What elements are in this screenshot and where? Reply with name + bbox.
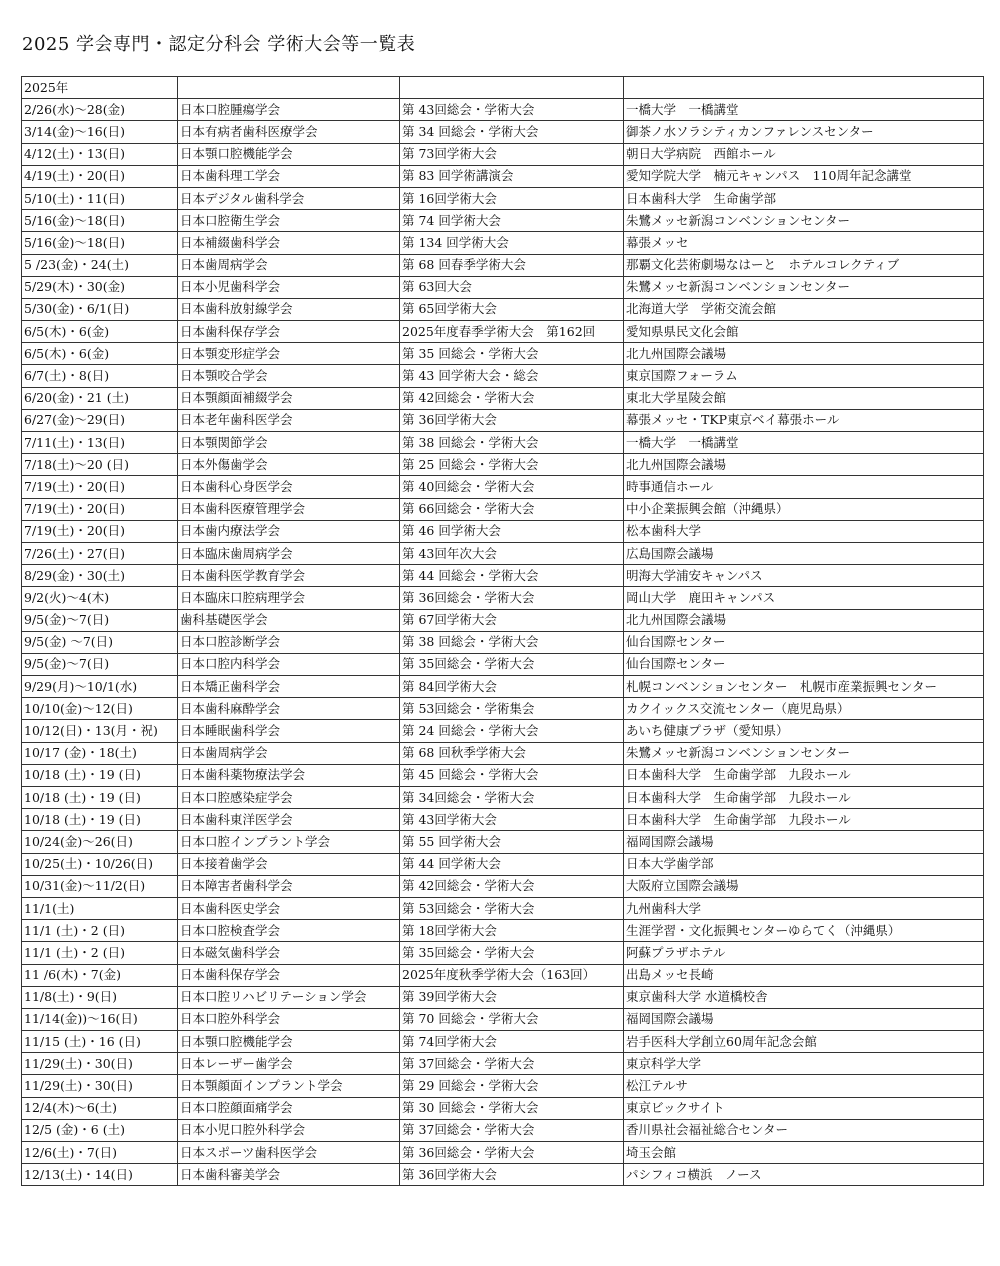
venue-cell: 明海大学浦安キャンパス	[624, 565, 984, 587]
venue-cell: 大阪府立国際会議場	[624, 875, 984, 897]
society-name-cell: 日本口腔診断学会	[178, 631, 400, 653]
table-row	[22, 853, 984, 875]
society-name-cell: 日本口腔外科学会	[178, 1008, 400, 1030]
event-date-cell: 4/12(土)・13(日)	[22, 143, 178, 165]
event-date-cell: 2/26(水)〜28(金)	[22, 99, 178, 121]
venue-cell: 時事通信ホール	[624, 476, 984, 498]
venue-cell: 幕張メッセ	[624, 232, 984, 254]
meeting-name-cell: 第 30 回総会・学術大会	[400, 1097, 624, 1119]
venue-cell: パシフィコ横浜 ノース	[624, 1164, 984, 1186]
meeting-name-cell: 第 55 回学術大会	[400, 831, 624, 853]
society-name-cell: 日本歯科薬物療法学会	[178, 764, 400, 786]
event-date-cell: 11/29(土)・30(日)	[22, 1053, 178, 1075]
society-name-cell: 日本歯科放射線学会	[178, 298, 400, 320]
event-date-cell: 5 /23(金)・24(土)	[22, 254, 178, 276]
event-date-cell: 7/11(土)・13(日)	[22, 432, 178, 454]
society-name-cell: 日本顎関節学会	[178, 432, 400, 454]
venue-cell: 東京科学大学	[624, 1053, 984, 1075]
venue-cell: 松本歯科大学	[624, 520, 984, 542]
venue-cell: 福岡国際会議場	[624, 831, 984, 853]
society-name-cell: 日本歯科理工学会	[178, 165, 400, 187]
table-row	[22, 1008, 984, 1030]
event-date-cell: 11/1 (土)・2 (日)	[22, 942, 178, 964]
table-row	[22, 875, 984, 897]
table-row	[22, 165, 984, 187]
meeting-name-cell: 第 24 回総会・学術大会	[400, 720, 624, 742]
society-name-cell: 日本小児歯科学会	[178, 276, 400, 298]
venue-cell: 東京ビックサイト	[624, 1097, 984, 1119]
table-row	[22, 587, 984, 609]
venue-cell: 札幌コンベンションセンター 札幌市産業振興センター	[624, 676, 984, 698]
table-row	[22, 454, 984, 476]
table-row	[22, 1164, 984, 1186]
event-date-cell: 4/19(土)・20(日)	[22, 165, 178, 187]
meeting-name-cell: 第 73回学術大会	[400, 143, 624, 165]
event-date-cell: 5/30(金)・6/1(日)	[22, 298, 178, 320]
meeting-name-cell: 第 63回大会	[400, 276, 624, 298]
meeting-name-cell: 第 39回学術大会	[400, 986, 624, 1008]
event-date-cell: 10/25(土)・10/26(日)	[22, 853, 178, 875]
venue-cell: 岩手医科大学創立60周年記念会館	[624, 1031, 984, 1053]
event-date-cell: 10/17 (金)・18(土)	[22, 742, 178, 764]
society-name-cell: 日本臨床歯周病学会	[178, 542, 400, 564]
event-date-cell: 10/18 (土)・19 (日)	[22, 787, 178, 809]
schedule-table	[21, 76, 984, 1186]
table-row	[22, 742, 984, 764]
table-row	[22, 787, 984, 809]
table-row	[22, 542, 984, 564]
venue-cell: 朝日大学病院 西館ホール	[624, 143, 984, 165]
venue-cell: 愛知県県民文化会館	[624, 321, 984, 343]
venue-cell: 日本大学歯学部	[624, 853, 984, 875]
society-name-cell: 日本顎顔面補綴学会	[178, 387, 400, 409]
society-name-cell: 日本口腔感染症学会	[178, 787, 400, 809]
table-row	[22, 720, 984, 742]
society-name-cell: 日本臨床口腔病理学会	[178, 587, 400, 609]
meeting-name-cell: 第 37回総会・学術大会	[400, 1119, 624, 1141]
venue-cell: 北九州国際会議場	[624, 454, 984, 476]
event-date-cell: 9/5(金)〜7(日)	[22, 609, 178, 631]
meeting-name-cell: 第 38 回総会・学術大会	[400, 432, 624, 454]
event-date-cell: 8/29(金)・30(土)	[22, 565, 178, 587]
venue-cell: 出島メッセ長崎	[624, 964, 984, 986]
meeting-name-cell: 第 66回総会・学術大会	[400, 498, 624, 520]
society-name-cell: 日本接着歯学会	[178, 853, 400, 875]
year-label: 2025年	[22, 77, 178, 99]
meeting-name-cell: 第 74 回学術大会	[400, 210, 624, 232]
empty-header-cell	[624, 77, 984, 99]
table-row	[22, 143, 984, 165]
society-name-cell: 日本口腔インプラント学会	[178, 831, 400, 853]
event-date-cell: 5/16(金)〜18(日)	[22, 210, 178, 232]
event-date-cell: 10/18 (土)・19 (日)	[22, 809, 178, 831]
society-name-cell: 日本老年歯科医学会	[178, 409, 400, 431]
meeting-name-cell: 第 65回学術大会	[400, 298, 624, 320]
venue-cell: 北九州国際会議場	[624, 609, 984, 631]
table-row	[22, 1053, 984, 1075]
table-row	[22, 99, 984, 121]
meeting-name-cell: 第 46 回学術大会	[400, 520, 624, 542]
table-row	[22, 964, 984, 986]
event-date-cell: 11/14(金))〜16(日)	[22, 1008, 178, 1030]
meeting-name-cell: 2025年度秋季学術大会（163回）	[400, 964, 624, 986]
venue-cell: 阿蘇プラザホテル	[624, 942, 984, 964]
venue-cell: 日本歯科大学 生命歯学部 九段ホール	[624, 764, 984, 786]
schedule-table-body	[22, 77, 984, 1186]
society-name-cell: 日本歯科東洋医学会	[178, 809, 400, 831]
meeting-name-cell: 第 40回総会・学術大会	[400, 476, 624, 498]
society-name-cell: 日本歯科麻酔学会	[178, 698, 400, 720]
event-date-cell: 9/5(金)〜7(日)	[22, 653, 178, 675]
venue-cell: 仙台国際センター	[624, 653, 984, 675]
meeting-name-cell: 第 53回総会・学術集会	[400, 698, 624, 720]
event-date-cell: 11/1 (土)・2 (日)	[22, 920, 178, 942]
meeting-name-cell: 第 42回総会・学術大会	[400, 387, 624, 409]
venue-cell: 御茶ノ水ソラシティカンファレンスセンター	[624, 121, 984, 143]
event-date-cell: 7/26(土)・27(日)	[22, 542, 178, 564]
table-row	[22, 631, 984, 653]
table-row	[22, 387, 984, 409]
society-name-cell: 日本顎咬合学会	[178, 365, 400, 387]
meeting-name-cell: 第 35回総会・学術大会	[400, 942, 624, 964]
society-name-cell: 日本矯正歯科学会	[178, 676, 400, 698]
event-date-cell: 6/5(木)・6(金)	[22, 321, 178, 343]
venue-cell: 北海道大学 学術交流会館	[624, 298, 984, 320]
meeting-name-cell: 第 44 回学術大会	[400, 853, 624, 875]
event-date-cell: 10/10(金)〜12(日)	[22, 698, 178, 720]
society-name-cell: 日本障害者歯科学会	[178, 875, 400, 897]
event-date-cell: 10/12(日)・13(月・祝)	[22, 720, 178, 742]
table-row	[22, 276, 984, 298]
table-row	[22, 298, 984, 320]
table-row	[22, 365, 984, 387]
empty-header-cell	[178, 77, 400, 99]
society-name-cell: 日本補綴歯科学会	[178, 232, 400, 254]
event-date-cell: 7/19(土)・20(日)	[22, 498, 178, 520]
meeting-name-cell: 第 35 回総会・学術大会	[400, 343, 624, 365]
venue-cell: 生涯学習・文化振興センターゆらてく（沖縄県）	[624, 920, 984, 942]
event-date-cell: 11/8(土)・9(日)	[22, 986, 178, 1008]
table-row	[22, 764, 984, 786]
table-row	[22, 432, 984, 454]
society-name-cell: 日本歯周病学会	[178, 742, 400, 764]
table-row	[22, 254, 984, 276]
venue-cell: 東京国際フォーラム	[624, 365, 984, 387]
meeting-name-cell: 第 134 回学術大会	[400, 232, 624, 254]
table-row	[22, 1119, 984, 1141]
table-row	[22, 476, 984, 498]
meeting-name-cell: 第 16回学術大会	[400, 187, 624, 209]
meeting-name-cell: 第 44 回総会・学術大会	[400, 565, 624, 587]
society-name-cell: 日本有病者歯科医療学会	[178, 121, 400, 143]
meeting-name-cell: 第 45 回総会・学術大会	[400, 764, 624, 786]
event-date-cell: 6/27(金)〜29(日)	[22, 409, 178, 431]
venue-cell: 日本歯科大学 生命歯学部 九段ホール	[624, 809, 984, 831]
table-row	[22, 1097, 984, 1119]
venue-cell: 九州歯科大学	[624, 897, 984, 919]
venue-cell: 一橋大学 一橋講堂	[624, 432, 984, 454]
society-name-cell: 日本睡眠歯科学会	[178, 720, 400, 742]
society-name-cell: 日本歯周病学会	[178, 254, 400, 276]
meeting-name-cell: 第 18回学術大会	[400, 920, 624, 942]
venue-cell: あいち健康プラザ（愛知県）	[624, 720, 984, 742]
society-name-cell: 日本歯科医史学会	[178, 897, 400, 919]
event-date-cell: 11/1(土)	[22, 897, 178, 919]
event-date-cell: 7/19(土)・20(日)	[22, 476, 178, 498]
table-row	[22, 897, 984, 919]
event-date-cell: 11/29(土)・30(日)	[22, 1075, 178, 1097]
meeting-name-cell: 第 35回総会・学術大会	[400, 653, 624, 675]
event-date-cell: 12/13(土)・14(日)	[22, 1164, 178, 1186]
table-row	[22, 498, 984, 520]
meeting-name-cell: 第 36回学術大会	[400, 409, 624, 431]
venue-cell: 広島国際会議場	[624, 542, 984, 564]
meeting-name-cell: 第 34 回総会・学術大会	[400, 121, 624, 143]
table-row	[22, 942, 984, 964]
event-date-cell: 7/18(土)〜20 (日)	[22, 454, 178, 476]
meeting-name-cell: 第 83 回学術講演会	[400, 165, 624, 187]
venue-cell: 朱鷺メッセ新潟コンベンションセンター	[624, 210, 984, 232]
event-date-cell: 12/6(土)・7(日)	[22, 1142, 178, 1164]
society-name-cell: 日本デジタル歯科学会	[178, 187, 400, 209]
event-date-cell: 10/18 (土)・19 (日)	[22, 764, 178, 786]
meeting-name-cell: 第 34回総会・学術大会	[400, 787, 624, 809]
society-name-cell: 日本スポーツ歯科医学会	[178, 1142, 400, 1164]
page-title: 2025 学会専門・認定分科会 学術大会等一覧表	[22, 34, 416, 55]
venue-cell: 那覇文化芸術劇場なはーと ホテルコレクティブ	[624, 254, 984, 276]
society-name-cell: 歯科基礎医学会	[178, 609, 400, 631]
venue-cell: 東北大学星陵会館	[624, 387, 984, 409]
society-name-cell: 日本歯内療法学会	[178, 520, 400, 542]
event-date-cell: 12/5 (金)・6 (土)	[22, 1119, 178, 1141]
venue-cell: 幕張メッセ・TKP東京ベイ幕張ホール	[624, 409, 984, 431]
meeting-name-cell: 第 29 回総会・学術大会	[400, 1075, 624, 1097]
meeting-name-cell: 第 68 回春季学術大会	[400, 254, 624, 276]
table-row	[22, 831, 984, 853]
venue-cell: 朱鷺メッセ新潟コンベンションセンター	[624, 742, 984, 764]
event-date-cell: 5/29(木)・30(金)	[22, 276, 178, 298]
venue-cell: 福岡国際会議場	[624, 1008, 984, 1030]
society-name-cell: 日本口腔内科学会	[178, 653, 400, 675]
table-row	[22, 409, 984, 431]
society-name-cell: 日本歯科保存学会	[178, 321, 400, 343]
table-row	[22, 920, 984, 942]
venue-cell: 日本歯科大学 生命歯学部 九段ホール	[624, 787, 984, 809]
venue-cell: 愛知学院大学 楠元キャンパス 110周年記念講堂	[624, 165, 984, 187]
society-name-cell: 日本顎顔面インプラント学会	[178, 1075, 400, 1097]
table-row	[22, 232, 984, 254]
meeting-name-cell: 第 67回学術大会	[400, 609, 624, 631]
event-date-cell: 6/7(土)・8(日)	[22, 365, 178, 387]
society-name-cell: 日本口腔リハビリテーション学会	[178, 986, 400, 1008]
society-name-cell: 日本歯科心身医学会	[178, 476, 400, 498]
table-row	[22, 698, 984, 720]
meeting-name-cell: 第 68 回秋季学術大会	[400, 742, 624, 764]
society-name-cell: 日本顎口腔機能学会	[178, 1031, 400, 1053]
society-name-cell: 日本口腔腫瘍学会	[178, 99, 400, 121]
venue-cell: 東京歯科大学 水道橋校舎	[624, 986, 984, 1008]
table-row	[22, 1075, 984, 1097]
society-name-cell: 日本口腔検査学会	[178, 920, 400, 942]
venue-cell: 北九州国際会議場	[624, 343, 984, 365]
year-header-row	[22, 77, 984, 99]
table-row	[22, 565, 984, 587]
meeting-name-cell: 第 42回総会・学術大会	[400, 875, 624, 897]
event-date-cell: 5/10(土)・11(日)	[22, 187, 178, 209]
venue-cell: 岡山大学 鹿田キャンパス	[624, 587, 984, 609]
meeting-name-cell: 第 43回年次大会	[400, 542, 624, 564]
meeting-name-cell: 2025年度春季学術大会 第162回	[400, 321, 624, 343]
venue-cell: カクイックス交流センター（鹿児島県）	[624, 698, 984, 720]
event-date-cell: 5/16(金)〜18(日)	[22, 232, 178, 254]
meeting-name-cell: 第 74回学術大会	[400, 1031, 624, 1053]
meeting-name-cell: 第 43 回学術大会・総会	[400, 365, 624, 387]
venue-cell: 仙台国際センター	[624, 631, 984, 653]
society-name-cell: 日本口腔顔面痛学会	[178, 1097, 400, 1119]
empty-header-cell	[400, 77, 624, 99]
society-name-cell: 日本小児口腔外科学会	[178, 1119, 400, 1141]
society-name-cell: 日本歯科医療管理学会	[178, 498, 400, 520]
event-date-cell: 6/20(金)・21 (土)	[22, 387, 178, 409]
event-date-cell: 10/24(金)〜26(日)	[22, 831, 178, 853]
meeting-name-cell: 第 38 回総会・学術大会	[400, 631, 624, 653]
meeting-name-cell: 第 84回学術大会	[400, 676, 624, 698]
meeting-name-cell: 第 25 回総会・学術大会	[400, 454, 624, 476]
table-row	[22, 210, 984, 232]
venue-cell: 朱鷺メッセ新潟コンベンションセンター	[624, 276, 984, 298]
venue-cell: 一橋大学 一橋講堂	[624, 99, 984, 121]
society-name-cell: 日本歯科医学教育学会	[178, 565, 400, 587]
meeting-name-cell: 第 70 回総会・学術大会	[400, 1008, 624, 1030]
event-date-cell: 9/5(金) 〜7(日)	[22, 631, 178, 653]
meeting-name-cell: 第 53回総会・学術大会	[400, 897, 624, 919]
table-row	[22, 187, 984, 209]
meeting-name-cell: 第 36回学術大会	[400, 1164, 624, 1186]
table-row	[22, 653, 984, 675]
table-row	[22, 609, 984, 631]
event-date-cell: 7/19(土)・20(日)	[22, 520, 178, 542]
meeting-name-cell: 第 43回総会・学術大会	[400, 99, 624, 121]
table-row	[22, 520, 984, 542]
venue-cell: 日本歯科大学 生命歯学部	[624, 187, 984, 209]
event-date-cell: 11 /6(木)・7(金)	[22, 964, 178, 986]
society-name-cell: 日本レーザー歯学会	[178, 1053, 400, 1075]
meeting-name-cell: 第 36回総会・学術大会	[400, 1142, 624, 1164]
society-name-cell: 日本顎変形症学会	[178, 343, 400, 365]
table-row	[22, 121, 984, 143]
meeting-name-cell: 第 37回総会・学術大会	[400, 1053, 624, 1075]
venue-cell: 中小企業振興会館（沖縄県）	[624, 498, 984, 520]
event-date-cell: 9/2(火)〜4(木)	[22, 587, 178, 609]
event-date-cell: 6/5(木)・6(金)	[22, 343, 178, 365]
table-row	[22, 986, 984, 1008]
event-date-cell: 12/4(木)〜6(土)	[22, 1097, 178, 1119]
table-row	[22, 321, 984, 343]
event-date-cell: 11/15 (土)・16 (日)	[22, 1031, 178, 1053]
meeting-name-cell: 第 43回学術大会	[400, 809, 624, 831]
society-name-cell: 日本顎口腔機能学会	[178, 143, 400, 165]
society-name-cell: 日本外傷歯学会	[178, 454, 400, 476]
venue-cell: 埼玉会館	[624, 1142, 984, 1164]
venue-cell: 香川県社会福祉総合センター	[624, 1119, 984, 1141]
society-name-cell: 日本歯科保存学会	[178, 964, 400, 986]
event-date-cell: 10/31(金)〜11/2(日)	[22, 875, 178, 897]
venue-cell: 松江テルサ	[624, 1075, 984, 1097]
event-date-cell: 9/29(月)〜10/1(水)	[22, 676, 178, 698]
table-row	[22, 1142, 984, 1164]
event-date-cell: 3/14(金)〜16(日)	[22, 121, 178, 143]
society-name-cell: 日本口腔衛生学会	[178, 210, 400, 232]
society-name-cell: 日本磁気歯科学会	[178, 942, 400, 964]
society-name-cell: 日本歯科審美学会	[178, 1164, 400, 1186]
table-row	[22, 676, 984, 698]
table-row	[22, 1031, 984, 1053]
meeting-name-cell: 第 36回総会・学術大会	[400, 587, 624, 609]
table-row	[22, 809, 984, 831]
table-row	[22, 343, 984, 365]
